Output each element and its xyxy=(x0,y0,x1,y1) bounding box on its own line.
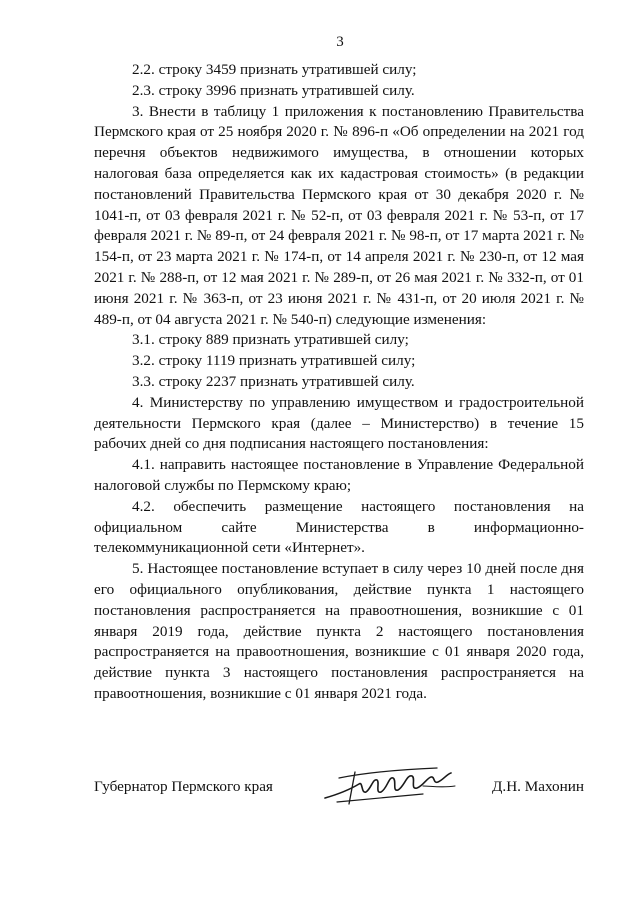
signatory-name: Д.Н. Махонин xyxy=(492,778,584,795)
document-body xyxy=(94,60,584,705)
paragraph-3-1: 3.1. строку 889 признать утратившей силу; xyxy=(132,331,409,349)
handwritten-signature xyxy=(319,764,459,810)
paragraph-2-3: 2.3. строку 3996 признать утратившей силу. xyxy=(132,81,415,99)
paragraph-4-1: 4.1. направить настоящее постановление в Управление Федеральной налоговой службы по Пермскому краю; xyxy=(94,456,584,494)
paragraph-3-3: 3.3. строку 2237 признать утратившей силу. xyxy=(132,372,415,390)
paragraph-4-2: 4.2. обеспечить размещение настоящего постановления на официальном сайте Министерства в информационно-телекоммуникационной сети «Интернет». xyxy=(94,497,584,557)
paragraph-3-2: 3.2. строку 1119 признать утратившей силу; xyxy=(132,352,416,370)
signature-block xyxy=(94,770,584,810)
signatory-title: Губернатор Пермского края xyxy=(94,778,273,795)
paragraph-2-2: 2.2. строку 3459 признать утратившей силу; xyxy=(132,61,417,78)
paragraph-5: 5. Настоящее постановление вступает в силу через 10 дней после дня его официального опубликования, действие пункта 1 настоящего постановления распространяется на правоотношения, возникшие с 01 января 2019 года, действие пункта 2 настоящего постановления распространяется на правоотношения, возникшие с 01 января 2020 года, действие пункта 3 настоящего постановления распространяется на правоотношения, возникшие с 01 января 2021 года. xyxy=(94,560,584,702)
paragraph-3: 3. Внести в таблицу 1 приложения к постановлению Правительства Пермского края от 25 ноября 2020 г. № 896-п «Об определении на 2021 год перечня объектов недвижимого имущества, в отношении которых налоговая база определяется как их кадастровая стоимость» (в редакции постановлений Правительства Пермского края от 30 декабря 2020 г. № 1041-п, от 03 февраля 2021 г. № 52-п, от 03 февраля 2021 г. № 53-п, от 17 февраля 2021 г. № 89-п, от 24 февраля 2021 г. № 98-п, от 17 марта 2021 г. № 154-п, от 23 марта 2021 г. № 174-п, от 14 апреля 2021 г. № 230-п, от 12 мая 2021 г. № 288-п, от 12 мая 2021 г. № 289-п, от 26 мая 2021 г. № 332-п, от 01 июня 2021 г. № 363-п, от 23 июня 2021 г. № 431-п, от 20 июля 2021 г. № 489-п, от 04 августа 2021 г. № 540-п) следующие изменения: xyxy=(94,102,584,328)
page-number: 3 xyxy=(336,34,344,50)
paragraph-4: 4. Министерству по управлению имуществом и градостроительной деятельности Пермского края (далее – Министерство) в течение 15 рабочих дней со дня подписания настоящего постановления: xyxy=(94,393,584,453)
